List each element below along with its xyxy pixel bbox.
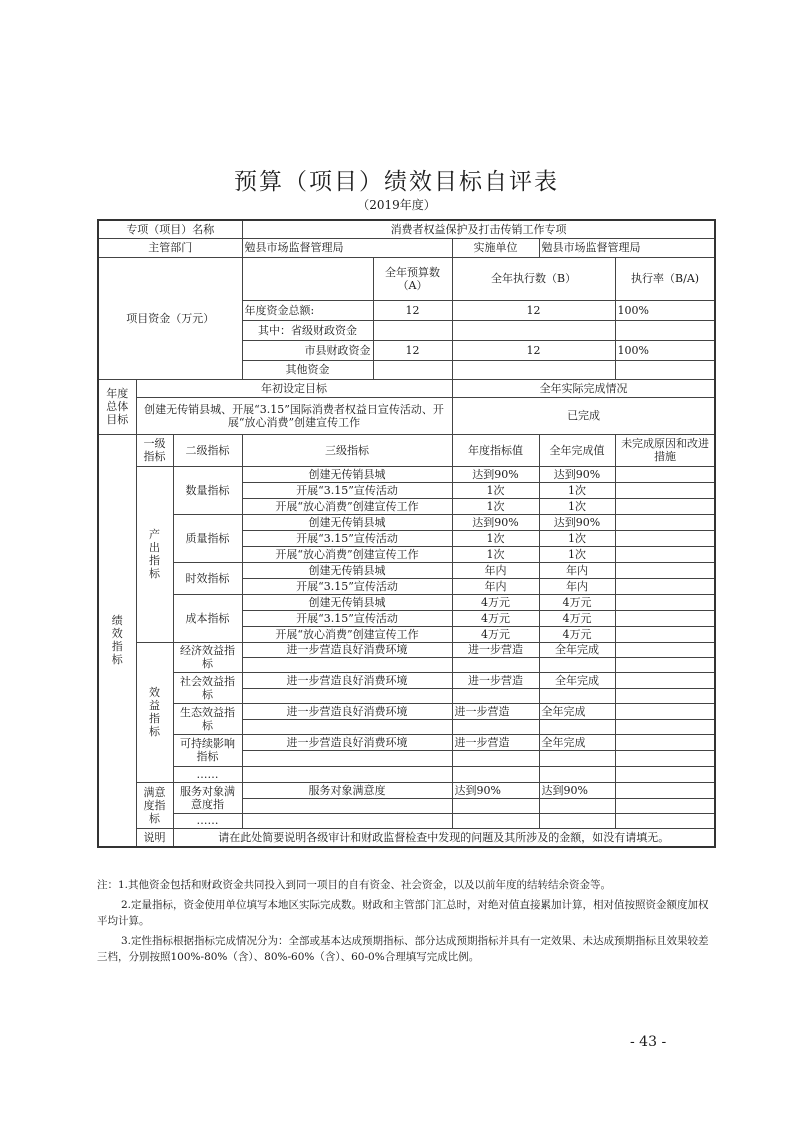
indicator-header-level2: 二级指标 [173, 434, 242, 466]
project-name-value: 消费者权益保护及打击传销工作专项 [242, 220, 715, 238]
indicator-actual: 年内 [539, 562, 615, 578]
indicator-target: 4万元 [452, 626, 539, 642]
indicator-actual: 达到90% [539, 466, 615, 482]
remark-row [98, 828, 715, 847]
indicator-header-reason: 未完成原因和改进措施 [615, 434, 715, 466]
document-title: 预算（项目）绩效目标自评表 [234, 169, 559, 195]
project-name-row [98, 220, 715, 238]
indicator-actual: 全年完成 [539, 672, 615, 688]
indicator-reason [615, 642, 715, 657]
effect-category: 社会效益指标 [173, 672, 242, 703]
goals-planned-header: 年初设定目标 [136, 379, 452, 397]
project-name-label: 专项（项目）名称 [98, 220, 242, 238]
remark-text: 请在此处简要说明各级审计和财政监督检查中发现的问题及其所涉及的金额，如没有请填无。 [173, 828, 715, 847]
indicator-target: 进一步营造 [452, 734, 539, 750]
funding-row-a [373, 360, 452, 379]
indicator-actual: 4万元 [539, 594, 615, 610]
indicator-target: 进一步营造 [452, 703, 539, 719]
goals-value-row [98, 397, 715, 434]
funding-header-b: 全年执行数（B） [452, 257, 615, 300]
indicator-row [98, 672, 715, 688]
funding-row-rate: 100% [615, 340, 715, 360]
indicator-target: 达到90% [452, 514, 539, 530]
indicator-row [98, 562, 715, 578]
goals-planned-value: 创建无传销县城、开展“3.15”国际消费者权益日宣传活动、开展“放心消费”创建宣传工作 [136, 397, 452, 434]
indicator-row-ellipsis [98, 813, 715, 828]
indicator-name: 创建无传销县城 [242, 514, 452, 530]
page-number: - 43 - [630, 1034, 667, 1050]
indicator-target: 进一步营造 [452, 672, 539, 688]
footnote-3: 3.定性指标根据指标完成情况分为：全部或基本达成预期指标、部分达成预期指标并具有一定效果、未达成预期指标且效果较差三档，分别按照100%-80%（含）、80%-60%（含）、60-0%合理填写完成比例。 [97, 935, 709, 963]
indicator-target: 1次 [452, 530, 539, 546]
satisfaction-label: 满意度指标 [136, 782, 173, 828]
output-category: 数量指标 [173, 466, 242, 514]
funding-row-rate [615, 360, 715, 379]
indicator-row [98, 594, 715, 610]
indicator-actual: 1次 [539, 546, 615, 562]
indicator-row-ellipsis [98, 766, 715, 782]
document-subtitle: （2019年度） [357, 198, 436, 212]
funding-row-a: 12 [373, 300, 452, 320]
indicator-name: 开展“放心消费”创建宣传工作 [242, 546, 452, 562]
satisfaction-ellipsis: …… [173, 813, 242, 828]
indicator-reason [615, 703, 715, 719]
effect-category: 生态效益指标 [173, 703, 242, 734]
remark-label: 说明 [136, 828, 173, 847]
indicator-reason [615, 626, 715, 642]
impl-label: 实施单位 [452, 238, 539, 257]
indicator-header-level1: 一级指标 [136, 434, 173, 466]
indicator-name: 开展“放心消费”创建宣传工作 [242, 498, 452, 514]
indicator-name: 进一步营造良好消费环境 [242, 672, 452, 688]
indicator-reason [615, 498, 715, 514]
goals-actual-header: 全年实际完成情况 [452, 379, 715, 397]
indicator-actual: 4万元 [539, 626, 615, 642]
funding-header-blank [242, 257, 373, 300]
footnotes [97, 877, 715, 969]
indicator-actual: 全年完成 [539, 703, 615, 719]
funding-row-b [452, 320, 615, 340]
indicator-reason [615, 466, 715, 482]
indicator-name: 进一步营造良好消费环境 [242, 734, 452, 750]
indicator-name: 创建无传销县城 [242, 594, 452, 610]
indicator-row [98, 782, 715, 798]
indicator-section-label: 绩效指标 [98, 434, 136, 847]
footnote-1: 注：1.其他资金包括和财政资金共同投入到同一项目的自有资金、社会资金，以及以前年度的结转结余资金等。 [97, 879, 612, 891]
indicator-target: 1次 [452, 498, 539, 514]
funding-header-a: 全年预算数（A） [373, 257, 452, 300]
funding-row-b: 12 [452, 340, 615, 360]
funding-row-a [373, 320, 452, 340]
indicator-reason [615, 530, 715, 546]
indicator-target: 1次 [452, 546, 539, 562]
indicator-reason [615, 546, 715, 562]
indicator-actual: 1次 [539, 530, 615, 546]
indicator-header-level3: 三级指标 [242, 434, 452, 466]
funding-row-name: 年度资金总额: [242, 300, 373, 320]
indicator-reason [615, 578, 715, 594]
impl-value: 勉县市场监督管理局 [539, 238, 715, 257]
indicator-name: 开展“3.15”宣传活动 [242, 482, 452, 498]
indicator-name: 开展“放心消费”创建宣传工作 [242, 626, 452, 642]
indicator-target: 4万元 [452, 610, 539, 626]
indicator-reason [615, 782, 715, 798]
goals-label: 年度总体目标 [98, 379, 136, 434]
indicator-reason [615, 672, 715, 688]
indicator-name: 创建无传销县城 [242, 562, 452, 578]
indicator-actual: 全年完成 [539, 734, 615, 750]
dept-row [98, 238, 715, 257]
funding-row-b [452, 360, 615, 379]
effect-label: 效益指标 [136, 642, 173, 782]
indicator-row [98, 642, 715, 657]
effect-category: 经济效益指标 [173, 642, 242, 672]
indicator-reason [615, 562, 715, 578]
indicator-actual: 年内 [539, 578, 615, 594]
goals-actual-value: 已完成 [452, 397, 715, 434]
indicator-name: 进一步营造良好消费环境 [242, 642, 452, 657]
indicator-actual: 1次 [539, 482, 615, 498]
indicator-target: 年内 [452, 578, 539, 594]
indicator-actual: 达到90% [539, 782, 615, 798]
indicator-reason [615, 514, 715, 530]
goals-header-row [98, 379, 715, 397]
indicator-target: 年内 [452, 562, 539, 578]
funding-header-rate: 执行率（B/A) [615, 257, 715, 300]
indicator-name: 开展“3.15”宣传活动 [242, 530, 452, 546]
indicator-reason [615, 734, 715, 750]
indicator-actual: 4万元 [539, 610, 615, 626]
output-category: 时效指标 [173, 562, 242, 594]
satisfaction-category: 服务对象满意度指 [173, 782, 242, 813]
indicator-target: 进一步营造 [452, 642, 539, 657]
indicator-row [98, 466, 715, 482]
indicator-target: 1次 [452, 482, 539, 498]
funding-row-name: 其中：省级财政资金 [242, 320, 373, 340]
funding-header-row [98, 257, 715, 300]
funding-row-rate [615, 320, 715, 340]
indicator-name: 服务对象满意度 [242, 782, 452, 798]
indicator-reason [615, 482, 715, 498]
indicator-name: 进一步营造良好消费环境 [242, 703, 452, 719]
indicator-target: 达到90% [452, 466, 539, 482]
indicator-actual: 达到90% [539, 514, 615, 530]
indicator-header-row [98, 434, 715, 466]
footnote-2: 2.定量指标，资金使用单位填写本地区实际完成数。财政和主管部门汇总时，对绝对值直接累加计算，相对值按照资金额度加权平均计算。 [97, 899, 709, 927]
funding-row-a: 12 [373, 340, 452, 360]
funding-row-rate: 100% [615, 300, 715, 320]
dept-value: 勉县市场监督管理局 [242, 238, 452, 257]
indicator-row [98, 734, 715, 750]
dept-label: 主管部门 [98, 238, 242, 257]
indicator-target: 4万元 [452, 594, 539, 610]
indicator-reason [615, 594, 715, 610]
effect-ellipsis: …… [173, 766, 242, 782]
indicator-header-target: 年度指标值 [452, 434, 539, 466]
funding-row-name: 其他资金 [242, 360, 373, 379]
funding-label: 项目资金（万元） [98, 257, 242, 379]
output-category: 成本指标 [173, 594, 242, 642]
indicator-name: 创建无传销县城 [242, 466, 452, 482]
indicator-row [98, 514, 715, 530]
indicator-actual: 1次 [539, 498, 615, 514]
indicator-header-actual: 全年完成值 [539, 434, 615, 466]
indicator-target: 达到90% [452, 782, 539, 798]
funding-row-name: 市县财政资金 [242, 340, 373, 360]
indicator-actual: 全年完成 [539, 642, 615, 657]
indicator-reason [615, 610, 715, 626]
indicator-name: 开展“3.15”宣传活动 [242, 578, 452, 594]
output-category: 质量指标 [173, 514, 242, 562]
funding-row-b: 12 [452, 300, 615, 320]
performance-table [97, 219, 716, 848]
output-label: 产出指标 [136, 466, 173, 642]
effect-category: 可持续影响指标 [173, 734, 242, 766]
indicator-row [98, 703, 715, 719]
indicator-name: 开展“3.15”宣传活动 [242, 610, 452, 626]
